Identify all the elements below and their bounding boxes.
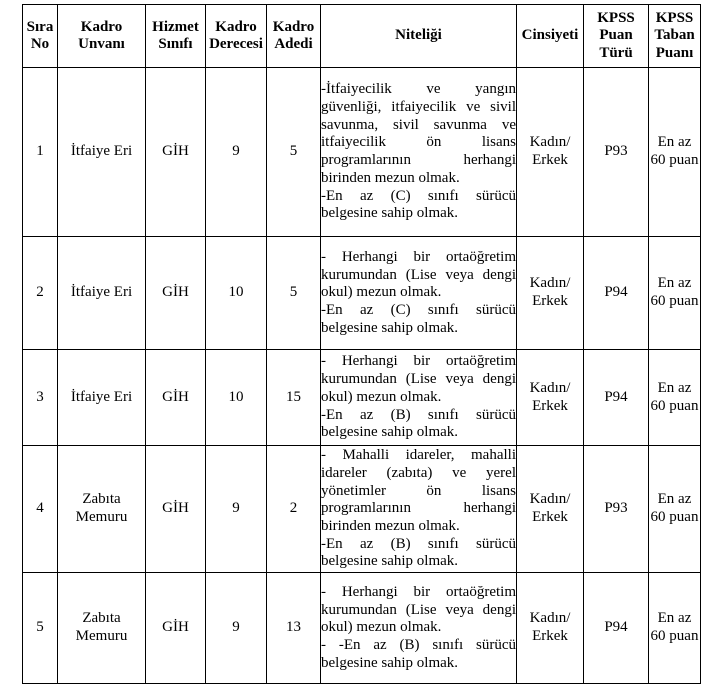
niteligi-requirement-1: - Herhangi bir ortaöğretim kurumundan (Lise veya dengi okul) mezun olmak. xyxy=(321,353,516,405)
kpss-taban-puani-line1: En az xyxy=(657,610,692,627)
cell-hizmet-sinifi: GİH xyxy=(146,446,206,573)
cell-kpss-taban-puani xyxy=(649,68,701,237)
kpss-taban-puani-line2: 60 puan xyxy=(650,152,699,169)
cinsiyeti-line2: Erkek xyxy=(532,152,568,169)
cell-hizmet-sinifi: GİH xyxy=(146,68,206,237)
cell-kpss-puan-turu: P94 xyxy=(584,573,649,684)
cell-kadro-adedi: 5 xyxy=(267,237,321,350)
column-header-hizmet-sinifi-line2: Sınıfı xyxy=(158,36,193,53)
cell-kadro-adedi: 5 xyxy=(267,68,321,237)
column-header-hizmet-sinifi xyxy=(146,5,206,68)
table-row xyxy=(23,350,701,446)
cell-sira-no: 1 xyxy=(23,68,58,237)
column-header-niteligi xyxy=(321,5,517,68)
column-header-kpss-puan-turu xyxy=(584,5,649,68)
column-header-kpss-taban-puani xyxy=(649,5,701,68)
niteligi-requirement-2: -En az (C) sınıfı sürücü belgesine sahip olmak. xyxy=(321,187,516,222)
cell-cinsiyeti xyxy=(517,446,584,573)
kpss-taban-puani-line1: En az xyxy=(657,379,692,396)
cinsiyeti-line1: Kadın/ xyxy=(529,275,571,292)
column-header-kpss-taban-puani-line1: KPSS xyxy=(655,10,694,26)
column-header-sira-no-line1: Sıra xyxy=(26,18,54,35)
column-header-sira-no xyxy=(23,5,58,68)
cell-kadro-derecesi: 9 xyxy=(206,446,267,573)
cinsiyeti-line2: Erkek xyxy=(532,509,568,526)
column-header-sira-no-line2: No xyxy=(30,36,50,53)
niteligi-requirement-2: -En az (B) sınıfı sürücü belgesine sahip olmak. xyxy=(321,535,516,570)
cinsiyeti-line2: Erkek xyxy=(532,293,568,310)
cell-kpss-taban-puani xyxy=(649,237,701,350)
column-header-cinsiyeti-line1: Cinsiyeti xyxy=(521,27,579,44)
kadro-unvani-line2: Memuru xyxy=(75,628,128,645)
cell-hizmet-sinifi: GİH xyxy=(146,573,206,684)
column-header-kadro-derecesi xyxy=(206,5,267,68)
cell-kpss-puan-turu: P94 xyxy=(584,237,649,350)
cell-cinsiyeti xyxy=(517,68,584,237)
cell-niteligi xyxy=(321,68,517,237)
table-row xyxy=(23,68,701,237)
kpss-taban-puani-line2: 60 puan xyxy=(650,628,699,645)
kpss-taban-puani-line2: 60 puan xyxy=(650,293,699,310)
cell-hizmet-sinifi: GİH xyxy=(146,237,206,350)
cell-kadro-unvani: İtfaiye Eri xyxy=(58,350,146,446)
column-header-kpss-taban-puani-line3: Puanı xyxy=(655,44,694,61)
column-header-kadro-adedi xyxy=(267,5,321,68)
cell-sira-no: 4 xyxy=(23,446,58,573)
cell-kadro-derecesi: 9 xyxy=(206,68,267,237)
cell-kadro-unvani xyxy=(58,573,146,684)
cell-sira-no: 5 xyxy=(23,573,58,684)
cell-sira-no: 2 xyxy=(23,237,58,350)
cell-niteligi xyxy=(321,350,517,446)
kpss-taban-puani-line1: En az xyxy=(657,491,692,508)
column-header-kadro-unvani-line2: Unvanı xyxy=(78,36,125,53)
cell-kpss-puan-turu: P93 xyxy=(584,68,649,237)
column-header-hizmet-sinifi-line1: Hizmet xyxy=(152,18,199,35)
cell-kadro-derecesi: 10 xyxy=(206,350,267,446)
cell-kadro-unvani: İtfaiye Eri xyxy=(58,237,146,350)
cinsiyeti-line1: Kadın/ xyxy=(529,379,571,396)
table-header-row xyxy=(23,5,701,68)
niteligi-requirement-1: - Herhangi bir ortaöğretim kurumundan (Lise veya dengi okul) mezun olmak. xyxy=(321,583,516,636)
table-header xyxy=(23,5,701,68)
kadro-unvani-line1: Zabıta xyxy=(82,491,121,508)
cell-sira-no: 3 xyxy=(23,350,58,446)
column-header-kpss-puan-turu-line3: Türü xyxy=(599,44,633,61)
column-header-cinsiyeti xyxy=(517,5,584,68)
kadro-unvani-line1: Zabıta xyxy=(82,610,121,627)
cell-niteligi xyxy=(321,446,517,573)
cell-cinsiyeti xyxy=(517,237,584,350)
column-header-niteligi-line1: Niteliği xyxy=(395,27,442,44)
column-header-kadro-unvani-line1: Kadro xyxy=(80,18,123,35)
cadre-positions-table xyxy=(22,4,701,684)
table-body xyxy=(23,68,701,684)
cell-kpss-taban-puani xyxy=(649,350,701,446)
cell-hizmet-sinifi: GİH xyxy=(146,350,206,446)
niteligi-requirement-1: - Mahalli idareler, mahalli idareler (zabıta) ve yerel yönetimler ön lisans programlarının herhangi birinden mezun olmak. xyxy=(321,447,516,535)
cell-kpss-taban-puani xyxy=(649,446,701,573)
cell-kadro-derecesi: 10 xyxy=(206,237,267,350)
cell-kadro-adedi: 2 xyxy=(267,446,321,573)
niteligi-requirement-2: - -En az (B) sınıfı sürücü belgesine sahip olmak. xyxy=(321,637,516,671)
cell-kadro-unvani: İtfaiye Eri xyxy=(58,68,146,237)
kpss-taban-puani-line2: 60 puan xyxy=(650,509,699,526)
column-header-kpss-taban-puani-line2: Taban xyxy=(654,27,695,44)
column-header-kadro-adedi-line1: Kadro xyxy=(272,18,315,35)
column-header-kadro-derecesi-line1: Kadro xyxy=(215,18,257,35)
column-header-kadro-adedi-line2: Adedi xyxy=(274,36,313,53)
cell-kpss-taban-puani xyxy=(649,573,701,684)
cell-kadro-adedi: 13 xyxy=(267,573,321,684)
column-header-kpss-puan-turu-line2: Puan xyxy=(599,27,633,44)
niteligi-requirement-2: -En az (B) sınıfı sürücü belgesine sahip olmak. xyxy=(321,406,516,441)
cell-kpss-puan-turu: P93 xyxy=(584,446,649,573)
niteligi-requirement-1: -İtfaiyecilik ve yangın güvenliği, itfaiyecilik ve sivil savunma, sivil savunma ve itfaiyecilik ön lisans programlarının herhangi birinden mezun olmak. xyxy=(321,81,516,186)
table-row xyxy=(23,573,701,684)
kpss-taban-puani-line2: 60 puan xyxy=(650,397,699,414)
niteligi-requirement-1: - Herhangi bir ortaöğretim kurumundan (Lise veya dengi okul) mezun olmak. xyxy=(321,248,516,301)
table-row xyxy=(23,237,701,350)
cell-cinsiyeti xyxy=(517,350,584,446)
cell-kadro-adedi: 15 xyxy=(267,350,321,446)
cell-niteligi xyxy=(321,573,517,684)
cell-cinsiyeti xyxy=(517,573,584,684)
cinsiyeti-line1: Kadın/ xyxy=(529,491,571,508)
cell-niteligi xyxy=(321,237,517,350)
column-header-kadro-unvani xyxy=(58,5,146,68)
column-header-kadro-derecesi-line2: Derecesi xyxy=(209,36,263,53)
cinsiyeti-line2: Erkek xyxy=(532,397,568,414)
kpss-taban-puani-line1: En az xyxy=(657,134,692,151)
cell-kpss-puan-turu: P94 xyxy=(584,350,649,446)
cinsiyeti-line2: Erkek xyxy=(532,628,568,645)
cinsiyeti-line1: Kadın/ xyxy=(529,610,571,627)
cell-kadro-unvani xyxy=(58,446,146,573)
cinsiyeti-line1: Kadın/ xyxy=(529,134,571,151)
column-header-kpss-puan-turu-line1: KPSS xyxy=(597,10,635,26)
kadro-unvani-line2: Memuru xyxy=(75,509,128,526)
cell-kadro-derecesi: 9 xyxy=(206,573,267,684)
niteligi-requirement-2: -En az (C) sınıfı sürücü belgesine sahip olmak. xyxy=(321,302,516,336)
kpss-taban-puani-line1: En az xyxy=(657,275,692,292)
table-row xyxy=(23,446,701,573)
